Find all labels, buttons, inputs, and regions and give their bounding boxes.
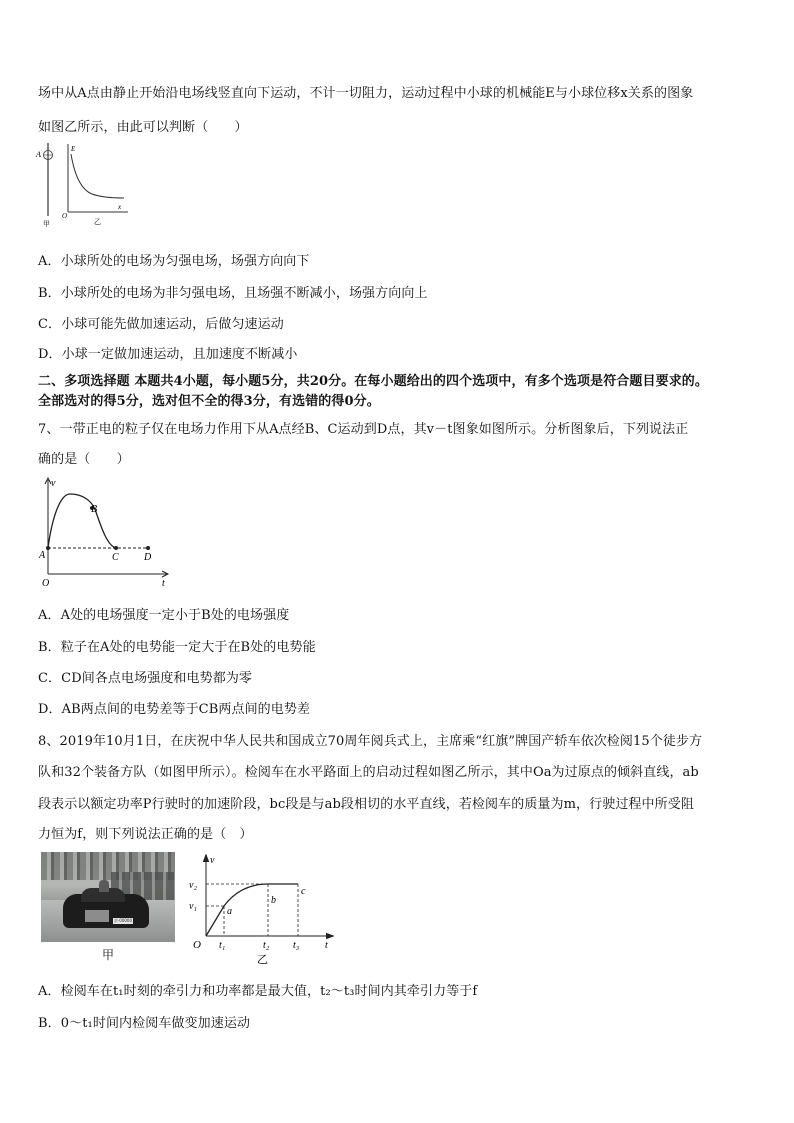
q7-stem-line-2: 确的是（ ） xyxy=(38,452,130,467)
q6-fig-axis-x: x xyxy=(118,203,122,211)
section-2-line-1: 二、多项选择题 本题共4小题，每小题5分，共20分。在每小题给出的四个选项中，有多个选项是符合题目要求的。 xyxy=(38,374,709,389)
q8-fig-v2: v₂ xyxy=(189,880,197,891)
q8-fig-axis-v: v xyxy=(210,855,215,866)
q8-fig-origin: O xyxy=(193,939,201,951)
q8-fig-axis-t: t xyxy=(325,940,328,951)
parade-car-photo xyxy=(41,852,175,942)
q7-stem-line-1: 7、一带正电的粒子仅在电场力作用下从A点经B、C运动到D点，其v－t图象如图所示。分析图象后，下列说法正 xyxy=(38,422,689,437)
q7-figure xyxy=(36,474,176,590)
q8-fig-t1: t₁ xyxy=(219,940,226,951)
q8-fig-pt-b: b xyxy=(271,895,276,906)
q7-option-b: B．粒子在A处的电势能一定大于在B处的电势能 xyxy=(38,640,316,655)
q7-curve xyxy=(48,494,116,548)
q7-fig-axis-t: t xyxy=(162,578,165,589)
q6-fig-origin: O xyxy=(62,212,68,220)
q7-option-d: D．AB两点间的电势差等于CB两点间的电势差 xyxy=(38,702,311,717)
q7-option-c: C．CD间各点电场强度和电势都为零 xyxy=(38,671,253,686)
q6-stem-line-1: 场中从A点由静止开始沿电场线竖直向下运动，不计一切阻力，运动过程中小球的机械能E与小球位移x关系的图象 xyxy=(38,86,694,101)
q8-fig-label-yi: 乙 xyxy=(257,954,268,966)
q6-option-a: A．小球所处的电场为匀强电场，场强方向向下 xyxy=(38,254,310,269)
q6-option-c: C．小球可能先做加速运动，后做匀速运动 xyxy=(38,317,284,332)
license-plate: 京·00000 xyxy=(114,918,132,923)
q8-stem-line-4: 力恒为f，则下列说法正确的是（ ） xyxy=(38,827,253,842)
q6-fig-label-jia: 甲 xyxy=(43,220,50,228)
photo-caption: 甲 xyxy=(102,948,115,962)
q8-fig-t3: t₃ xyxy=(293,940,300,951)
q8-figure xyxy=(186,850,336,968)
q6-option-b: B．小球所处的电场为非匀强电场，且场强不断减小，场强方向向上 xyxy=(38,286,428,301)
q7-fig-pt-a: A xyxy=(39,550,46,561)
q6-fig-label-yi: 乙 xyxy=(94,218,101,226)
q6-stem-line-2: 如图乙所示，由此可以判断（ ） xyxy=(38,120,248,135)
q7-fig-pt-d: D xyxy=(144,552,152,563)
q7-fig-origin: O xyxy=(42,578,50,589)
q7-fig-axis-v: v xyxy=(51,478,56,489)
q8-option-b: B．0～t₁时间内检阅车做变加速运动 xyxy=(38,1016,251,1031)
q6-option-d: D．小球一定做加速运动，且加速度不断减小 xyxy=(38,347,298,362)
q7-option-a: A．A处的电场强度一定小于B处的电场强度 xyxy=(38,608,290,623)
q6-figure xyxy=(34,140,134,230)
q7-fig-pt-b: B xyxy=(91,504,98,515)
q8-stem-line-2: 队和32个装备方队（如图甲所示）。检阅车在水平路面上的启动过程如图乙所示，其中Oa为过原点的倾斜直线，ab xyxy=(38,765,699,780)
q6-curve xyxy=(71,154,124,198)
q8-fig-pt-c: c xyxy=(301,886,306,897)
section-2-line-2: 全部选对的得5分，选对但不全的得3分，有选错的得0分。 xyxy=(38,394,380,409)
q8-option-a: A．检阅车在t₁时刻的牵引力和功率都是最大值，t₂～t₃时间内其牵引力等于f xyxy=(38,984,478,999)
q8-fig-v1: v₁ xyxy=(189,901,197,912)
q8-fig-t2: t₂ xyxy=(263,940,270,951)
q6-fig-label-a: A xyxy=(36,150,41,159)
q6-fig-axis-e: E xyxy=(71,145,76,153)
q8-fig-pt-a: a xyxy=(227,906,232,917)
q8-curve xyxy=(206,884,298,936)
q7-fig-pt-c: C xyxy=(112,552,119,563)
q8-stem-line-3: 段表示以额定功率P行驶时的加速阶段，bc段是与ab段相切的水平直线，若检阅车的质量为m，行驶过程中所受阻 xyxy=(38,797,694,812)
q8-stem-line-1: 8、2019年10月1日，在庆祝中华人民共和国成立70周年阅兵式上，主席乘“红旗”牌国产轿车依次检阅15个徒步方 xyxy=(38,734,703,749)
